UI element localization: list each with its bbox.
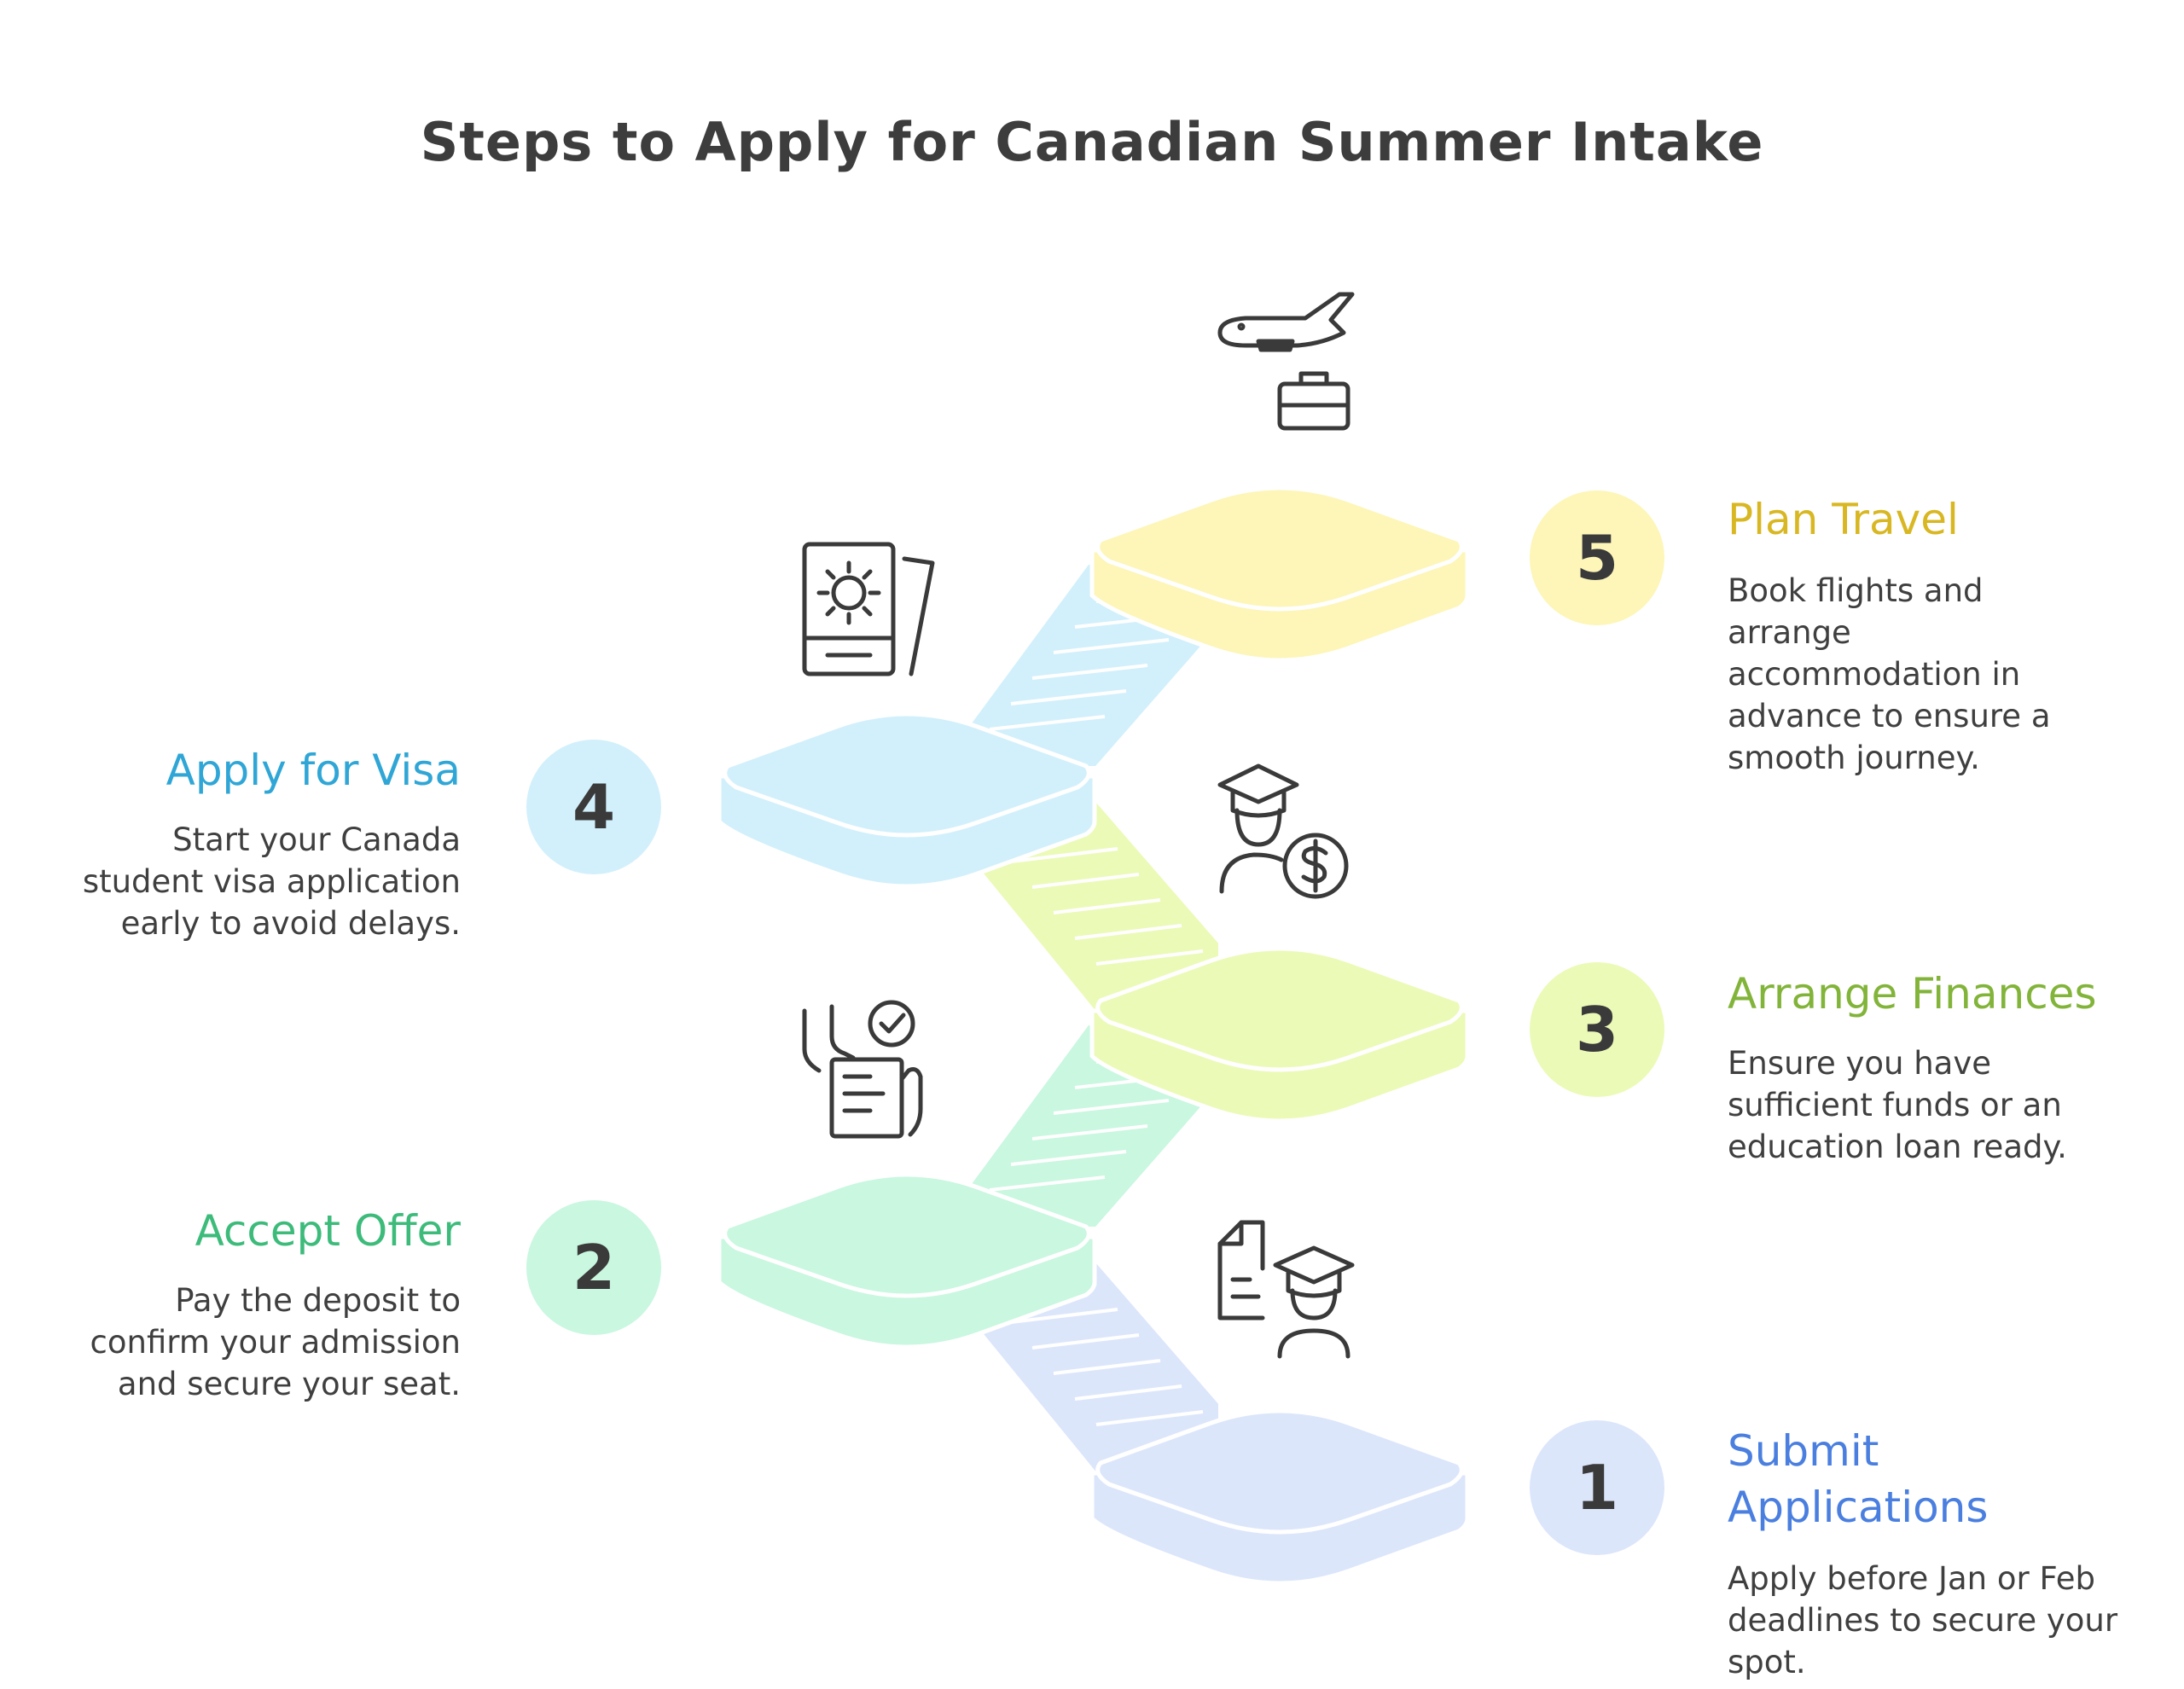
step-title-2: Accept Offer <box>195 1206 461 1256</box>
step-description-2: Pay the deposit to confirm your admission and secure your seat. <box>90 1282 461 1402</box>
step-title-1: Submit Applications <box>1728 1426 1989 1532</box>
step-description-3: Ensure you have sufficient funds or an education loan ready. <box>1728 1045 2067 1165</box>
step-title-3: Arrange Finances <box>1728 969 2097 1019</box>
step-number-1: 1 <box>1530 1420 1664 1555</box>
step-number-5: 5 <box>1530 490 1664 625</box>
checklist-document-icon <box>798 998 951 1147</box>
step-title-5: Plan Travel <box>1728 495 1959 544</box>
step-description-4: Start your Canada student visa application early to avoid delays. <box>82 821 461 942</box>
step-number-3: 3 <box>1530 962 1664 1097</box>
page-title: Steps to Apply for Canadian Summer Intake <box>420 111 1764 173</box>
step-description-1: Apply before Jan or Feb deadlines to secure your spot. <box>1728 1560 2118 1680</box>
step-title-4: Apply for Visa <box>166 746 461 795</box>
step-description-5: Book flights and arrange accommodation in advance to ensure a smooth journey. <box>1728 572 2051 776</box>
graduate-dollar-icon <box>1211 759 1365 908</box>
passport-icon <box>798 537 951 687</box>
application-graduate-icon <box>1211 1216 1365 1365</box>
airplane-briefcase-icon <box>1211 286 1365 439</box>
step-number-4: 4 <box>526 740 661 874</box>
step-number-2: 2 <box>526 1200 661 1335</box>
